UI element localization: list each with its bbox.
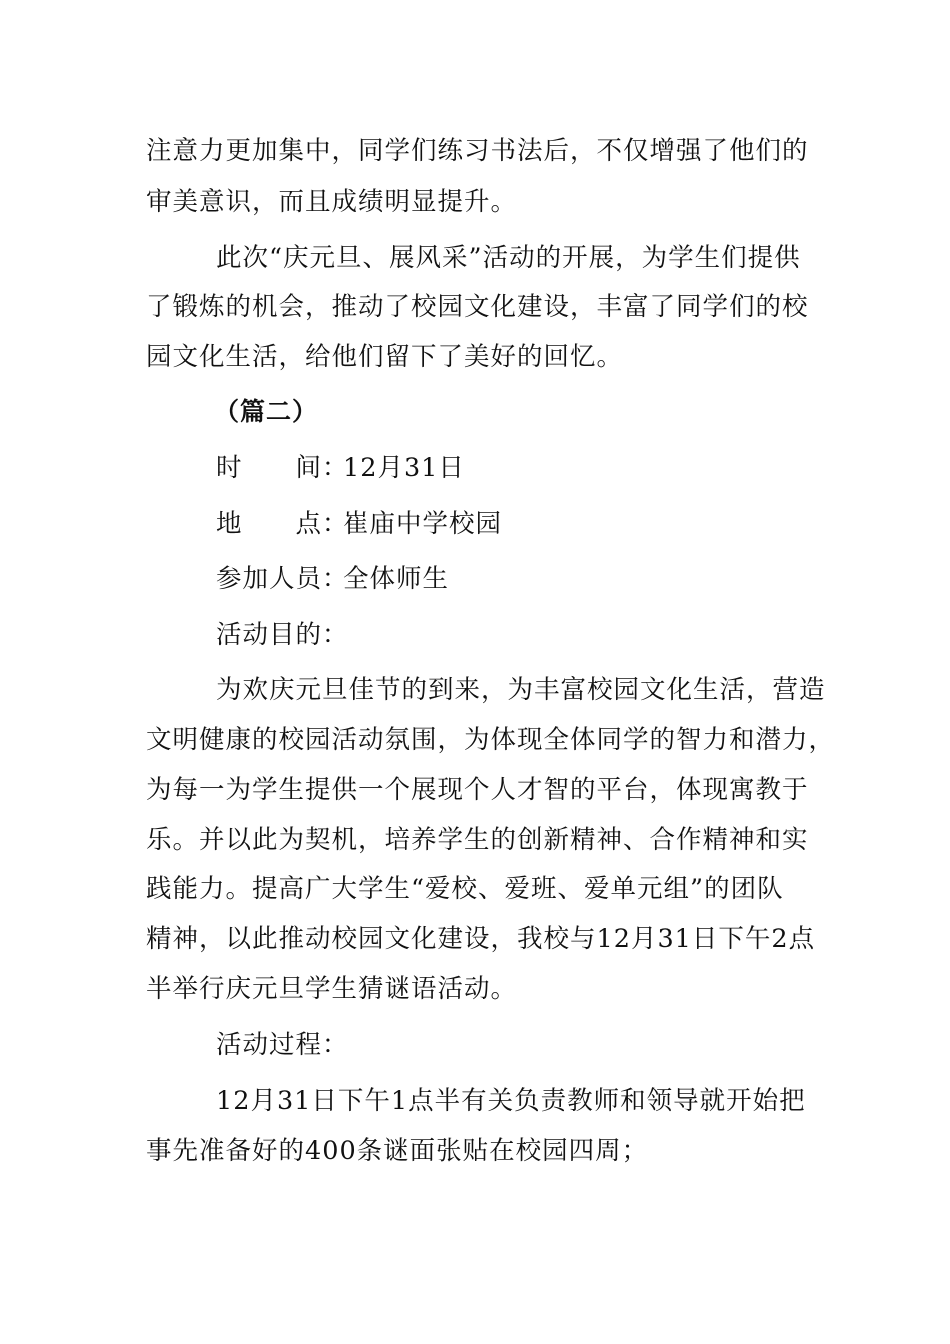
paragraph-line: 乐。并以此为契机，培养学生的创新精神、合作精神和实 bbox=[146, 825, 809, 855]
paragraph-line: 了锻炼的机会，推动了校园文化建设，丰富了同学们的校 bbox=[146, 292, 809, 322]
paragraph-line: 12月31日下午1点半有关负责教师和领导就开始把 bbox=[216, 1086, 806, 1116]
field-label: 参加人员： bbox=[216, 564, 349, 594]
field-label: 地 点： bbox=[216, 509, 349, 539]
paragraph-line: 审美意识，而且成绩明显提升。 bbox=[146, 187, 518, 217]
info-field-time bbox=[216, 448, 806, 488]
paragraph-line: 为欢庆元旦佳节的到来，为丰富校园文化生活，营造 bbox=[216, 675, 826, 705]
paragraph-line: 注意力更加集中，同学们练习书法后，不仅增强了他们的 bbox=[146, 136, 809, 166]
field-value: 全体师生 bbox=[343, 564, 450, 594]
paragraph-line: 文明健康的校园活动氛围，为体现全体同学的智力和潜力， bbox=[146, 725, 836, 755]
field-value: 崔庙中学校园 bbox=[343, 509, 503, 539]
paragraph-line: 精神，以此推动校园文化建设，我校与12月31日下午2点 bbox=[146, 924, 816, 954]
field-value: 12月31日 bbox=[343, 453, 465, 483]
paragraph-line: 事先准备好的400条谜面张贴在校园四周； bbox=[146, 1136, 649, 1166]
paragraph-line: 半举行庆元旦学生猜谜语活动。 bbox=[146, 974, 518, 1004]
paragraph-line: 此次“庆元旦、展风采”活动的开展，为学生们提供 bbox=[216, 243, 801, 273]
info-field-participants bbox=[216, 559, 806, 599]
paragraph-line: 园文化生活，给他们留下了美好的回忆。 bbox=[146, 342, 624, 372]
section-heading: （篇二） bbox=[214, 397, 319, 426]
subheading-purpose: 活动目的： bbox=[216, 620, 349, 650]
info-field-place bbox=[216, 504, 806, 544]
subheading-process: 活动过程： bbox=[216, 1030, 349, 1060]
paragraph-line: 践能力。提高广大学生“爱校、爱班、爱单元组”的团队 bbox=[146, 874, 784, 904]
paragraph-line: 为每一为学生提供一个展现个人才智的平台，体现寓教于 bbox=[146, 775, 809, 805]
field-label: 时 间： bbox=[216, 453, 349, 483]
